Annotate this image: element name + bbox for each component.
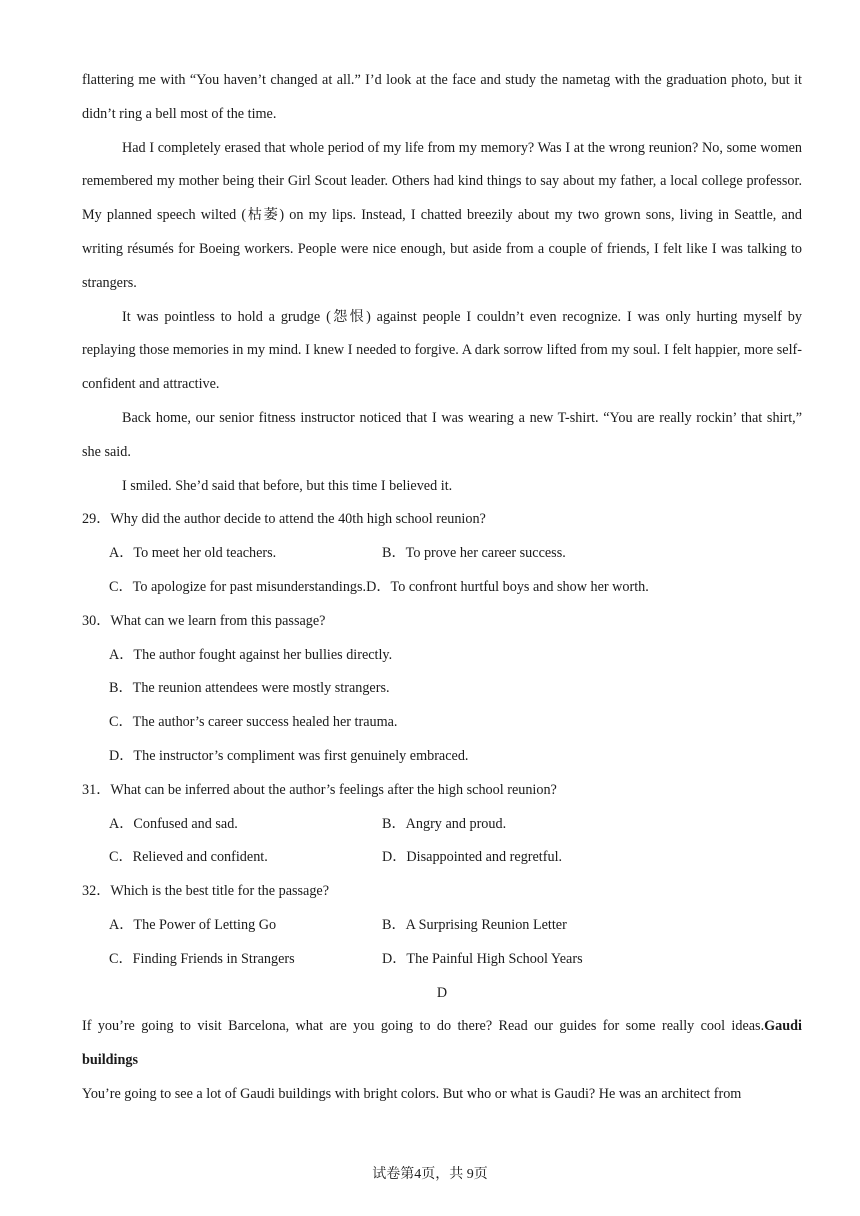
- question-29-stem: 29．Why did the author decide to attend the 40th high school reunion?: [82, 511, 486, 528]
- question-32-stem: 32．Which is the best title for the passage?: [82, 883, 330, 900]
- section-d-heading: Gaudi buildings: [82, 1018, 802, 1069]
- page-footer: 试卷第4页，共 9页: [372, 1167, 488, 1182]
- question-29-options-row-1: [82, 537, 802, 571]
- question-30-option-c: C．The author’s career success healed her trauma.: [109, 714, 398, 731]
- question-30-option-c-row: [82, 706, 802, 740]
- question-30-option-d-row: [82, 740, 802, 774]
- question-32-options-row-1: [82, 909, 802, 943]
- passage-paragraph: I smiled. She’d said that before, but this time I believed it.: [122, 477, 453, 494]
- question-31-options-row-2: [82, 841, 802, 875]
- question-32-option-c: C．Finding Friends in Strangers: [109, 950, 295, 967]
- section-d-body: You’re going to see a lot of Gaudi buildings with bright colors. But who or what is Gaudi? He was an architect from: [82, 1085, 742, 1102]
- question-29-option-a: A．To meet her old teachers.: [109, 545, 277, 562]
- question-31-options-row-1: [82, 808, 802, 842]
- passage-paragraph: flattering me with “You haven’t changed at all.” I’d look at the face and study the nametag with the graduation photo, but it didn’t ring a bell most of the time.: [82, 72, 802, 122]
- section-d-intro-text: If you’re going to visit Barcelona, what are you going to do there? Read our guides for some really cool ideas.: [82, 1018, 765, 1035]
- question-32-option-b: B．A Surprising Reunion Letter: [382, 916, 567, 933]
- question-30-option-a-row: [82, 639, 802, 673]
- question-31-option-a: A．Confused and sad.: [109, 815, 238, 832]
- question-29-option-d: D．To confront hurtful boys and show her worth.: [366, 578, 649, 595]
- question-32-option-d: D．The Painful High School Years: [382, 950, 583, 967]
- question-30-option-d: D．The instructor’s compliment was first genuinely embraced.: [109, 747, 469, 764]
- exam-page: [82, 64, 802, 1112]
- section-letter: D: [436, 984, 448, 1001]
- passage-paragraph: Had I completely erased that whole period of my life from my memory? Was I at the wrong reunion? No, some women remembered my mother being their Girl Scout leader. Others had kind things to say about my father, a local college professor. My planned speech wilted (枯萎) on my lips. Instead, I chatted breezily about my two grown sons, living in Seattle, and writing résumés for Boeing workers. People were nice enough, but aside from a couple of friends, I felt like I was talking to strangers.: [82, 139, 802, 291]
- question-31-option-d: D．Disappointed and regretful.: [382, 849, 563, 866]
- question-30-option-a: A．The author fought against her bullies directly.: [109, 646, 393, 663]
- passage-paragraph: Back home, our senior fitness instructor noticed that I was wearing a new T-shirt. “You are really rockin’ that shirt,” she said.: [82, 409, 802, 460]
- question-31-stem: 31．What can be inferred about the author’s feelings after the high school reunion?: [82, 781, 557, 798]
- question-32-option-a: A．The Power of Letting Go: [109, 916, 277, 933]
- passage-paragraph: It was pointless to hold a grudge (怨恨) against people I couldn’t even recognize. I was only hurting myself by replaying those memories in my mind. I knew I needed to forgive. A dark sorrow lifted from my soul. I felt happier, more self-confident and attractive.: [82, 308, 802, 393]
- question-31-option-c: C．Relieved and confident.: [109, 849, 268, 866]
- question-30-option-b-row: [82, 672, 802, 706]
- question-30-option-b: B．The reunion attendees were mostly strangers.: [109, 680, 390, 697]
- question-32-options-row-2: [82, 943, 802, 977]
- question-29-option-b: B．To prove her career success.: [382, 545, 566, 562]
- question-31-option-b: B．Angry and proud.: [382, 815, 507, 832]
- question-29-options-row-2: [82, 571, 802, 605]
- question-30-stem: 30．What can we learn from this passage?: [82, 612, 326, 629]
- section-d-intro: [82, 1010, 802, 1078]
- question-29-option-c: C．To apologize for past misunderstandings.: [109, 578, 367, 595]
